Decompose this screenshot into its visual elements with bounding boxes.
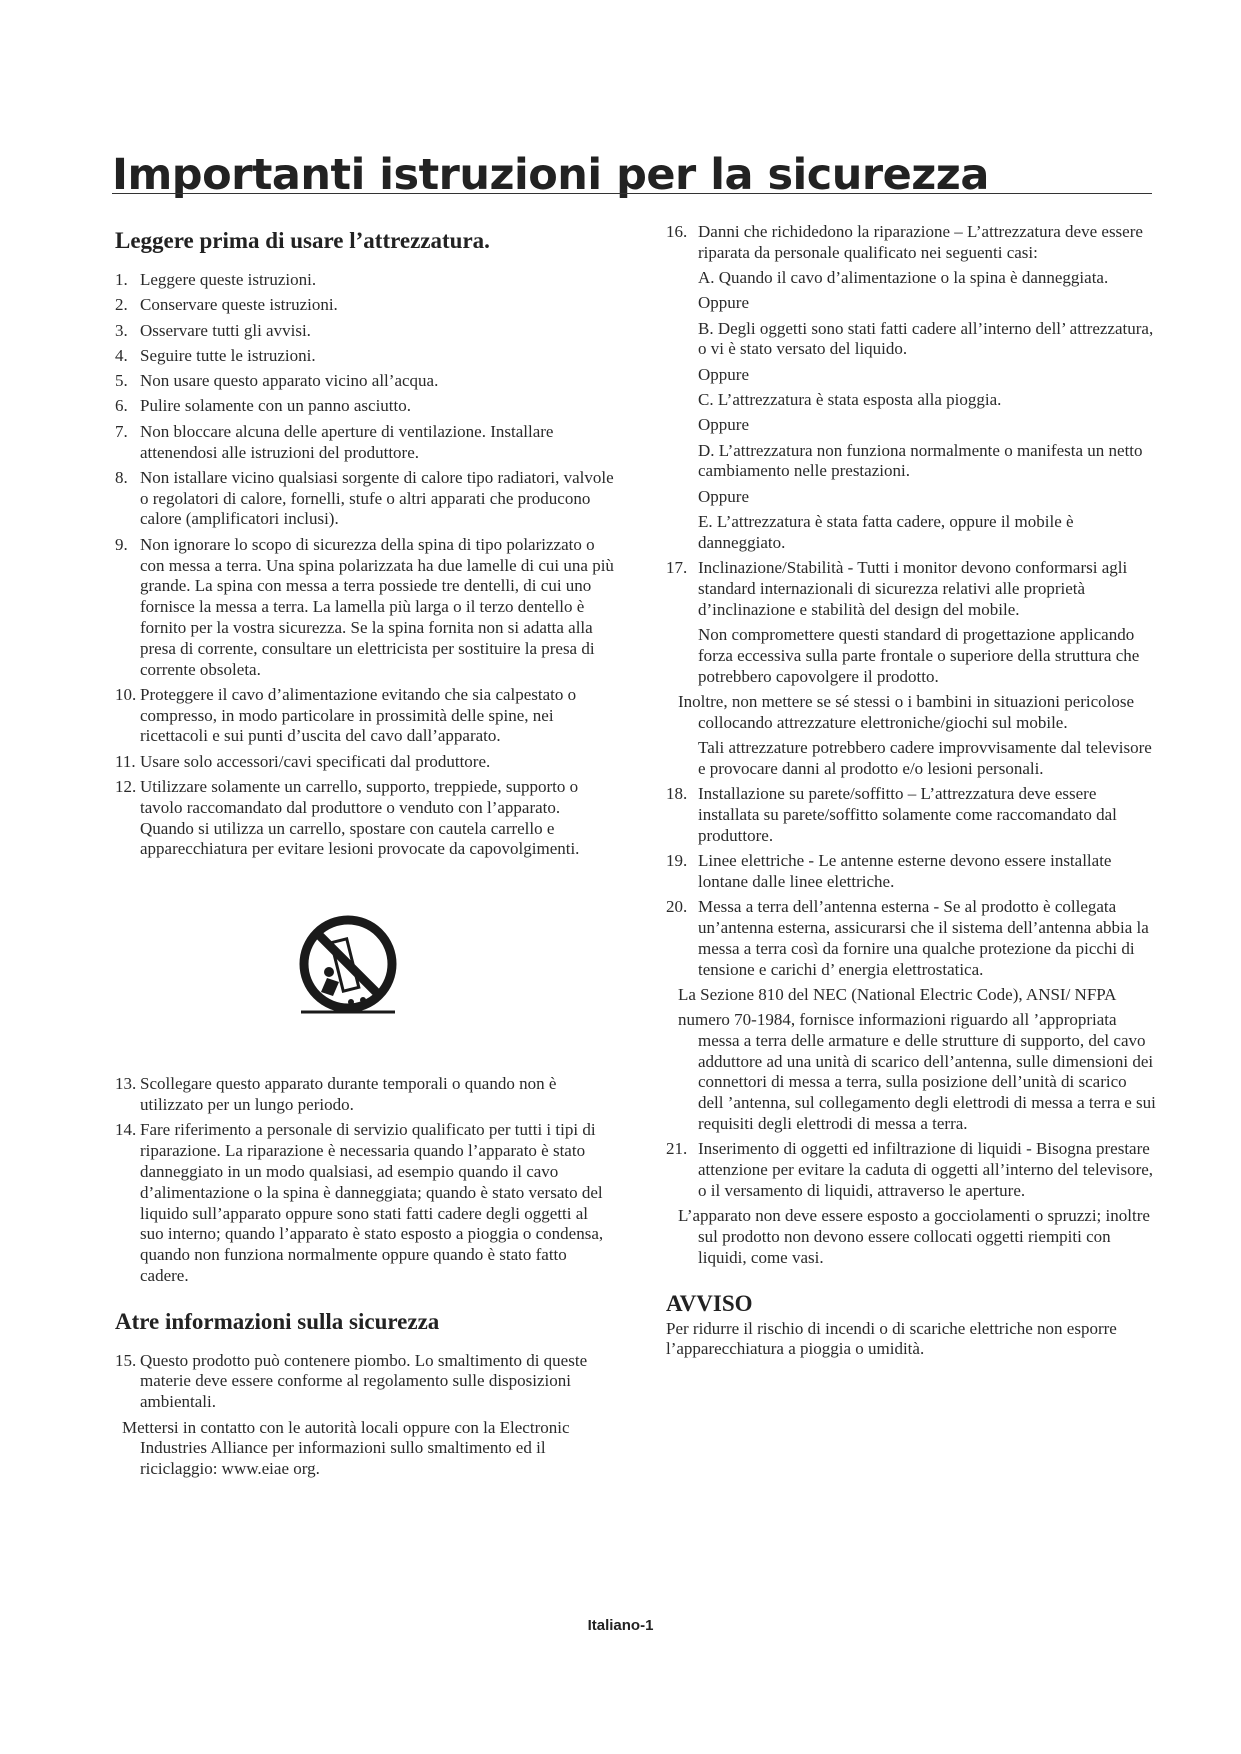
item17-continuation: Non compromettere questi standard di progettazione applicando forza eccessiva sulla parte frontale o superiore della struttura che potrebbero capovolgere il prodotto. xyxy=(698,625,1140,686)
sub-item: E. L’attrezzatura è stata fatta cadere, oppure il mobile è danneggiato. xyxy=(698,512,1074,552)
sub-item: A. Quando il cavo d’alimentazione o la spina è danneggiata. xyxy=(698,268,1109,288)
item20-paragraph-2: numero 70-1984, fornisce informazioni riguardo all ’appropriata messa a terra delle armature e delle strutture di supporto, del cavo adduttore ad una unità di scarico dell’antenna, sulle dimensioni dei connettori di messa a terra, sulla posizione dell’unità di scarico dell ’antenna, sul collegamento degli elettrodi di messa a terra e sui requisiti degli elettrodi di messa a terra. xyxy=(678,1010,1156,1134)
list-item: 19. Linee elettriche - Le antenne esterne devono essere installate lontane dalle linee elettriche. xyxy=(666,851,1112,891)
safety-list-15 xyxy=(115,1351,615,1413)
page-footer: Italiano-1 xyxy=(587,1617,654,1634)
list-item: 4. Seguire tutte le istruzioni. xyxy=(115,345,316,365)
section-heading-read-first: Leggere prima di usare l’attrezzatura. xyxy=(115,228,490,253)
safety-list-21 xyxy=(666,1139,1156,1201)
section-heading-other-info: Atre informazioni sulla sicurezza xyxy=(115,1308,440,1334)
item21-paragraph: L’apparato non deve essere esposto a gocciolamenti o spruzzi; inoltre sul prodotto non devono essere collocati oggetti riempiti con liquidi, come vasi. xyxy=(678,1206,1150,1267)
list-item: 5. Non usare questo apparato vicino all’acqua. xyxy=(115,371,439,391)
item17-paragraph: Inoltre, non mettere se sé stessi o i bambini in situazioni pericolose collocando attrezzature elettroniche/giochi sul mobile. xyxy=(678,691,1135,732)
list-item: 16. Danni che richidedono la riparazione – L’attrezzatura deve essere riparata da personale qualificato nei seguenti casi: xyxy=(666,222,1143,262)
list-item: 15. Questo prodotto può contenere piombo. Lo smaltimento di queste materie deve essere conforme al regolamento sulle disposizioni ambientali. xyxy=(115,1350,588,1412)
page-title: Importanti istruzioni per la sicurezza xyxy=(112,150,989,200)
list-item: 18. Installazione su parete/soffitto – L’attrezzatura deve essere installata su parete/soffitto solamente come raccomandato dal produttore. xyxy=(666,784,1117,845)
safety-list-17 xyxy=(666,558,1156,620)
list-item: 6. Pulire solamente con un panno asciutto. xyxy=(115,396,411,416)
safety-list-13-14 xyxy=(115,1074,615,1286)
list-item: 8. Non istallare vicino qualsiasi sorgente di calore tipo radiatori, valvole o regolatori di calore, fornelli, stufe o altri apparati che producono calore (amplificatori inclusi). xyxy=(115,467,614,529)
safety-list-1-12 xyxy=(115,270,615,860)
right-column xyxy=(666,222,1156,1360)
sub-item: Oppure xyxy=(698,364,749,384)
list-item: 14. Fare riferimento a personale di servizio qualificato per tutti i tipi di riparazione. La riparazione è necessaria quando l’apparato è stato danneggiato in un modo qualsiasi, ad esempio quando il cavo d’alimentazione o la spina è danneggiata; quando è stato versato del liquido sull’apparato oppure sono stati fatti cadere degli oggetti al suo interno; quando l’apparato è stato esposto a pioggia o condensa, quando non funziona normalmente oppure quando è stato fatto cadere. xyxy=(115,1120,604,1285)
list-item: 9. Non ignorare lo scopo di sicurezza della spina di tipo polarizzato o con messa a terra. Una spina polarizzata ha due lamelle di cui una più grande. La spina con messa a terra possiede tre dentelli, di cui uno fornisce la messa a terra. La lamella più larga o il terzo dentello è fornito per la vostra sicurezza. Se la spina fornita non si adatta alla presa di corrente, consultare un elettricista per sostituire la presa di corrente obsoleta. xyxy=(115,534,614,679)
safety-list-16 xyxy=(666,222,1156,264)
list-item: 13. Scollegare questo apparato durante temporali o quando non è utilizzato per un lungo periodo. xyxy=(115,1074,557,1115)
sub-item: Oppure xyxy=(698,293,749,313)
list-item: 21. Inserimento di oggetti ed infiltrazione di liquidi - Bisogna prestare attenzione per evitare la caduta di oggetti all’interno del televisore, o il versamento di liquidi, attraverso le aperture. xyxy=(666,1139,1154,1200)
list-item: 17. Inclinazione/Stabilità - Tutti i monitor devono conformarsi agli standard internazionali di sicurezza relativi alle proprietà d’inclinazione e stabilità del design del mobile. xyxy=(666,558,1128,619)
list-item: 2. Conservare queste istruzioni. xyxy=(115,295,338,315)
item17-continuation-2: Tali attrezzature potrebbero cadere improvvisamente dal televisore e provocare danni al prodotto e/o lesioni personali. xyxy=(698,738,1152,778)
item20-paragraph-1: La Sezione 810 del NEC (National Electric Code), ANSI/ NFPA xyxy=(678,984,1117,1004)
sub-item: C. L’attrezzatura è stata esposta alla pioggia. xyxy=(698,390,1002,410)
sub-item: Oppure xyxy=(698,415,749,435)
list-item: 3. Osservare tutti gli avvisi. xyxy=(115,320,311,340)
sub-item: Oppure xyxy=(698,486,749,506)
list-item: 7. Non bloccare alcuna delle aperture di ventilazione. Installare attenendosi alle istruzioni del produttore. xyxy=(115,421,554,462)
warning-text: Per ridurre il rischio di incendi o di scariche elettriche non esporre l’apparecchiatura a pioggia o umidità. xyxy=(666,1318,1117,1359)
cart-tip-over-warning-icon xyxy=(293,912,403,1022)
title-underline xyxy=(112,193,1152,194)
sub-item: B. Degli oggetti sono stati fatti cadere all’interno dell’ attrezzatura, o vi è stato versato del liquido. xyxy=(698,318,1154,359)
left-column xyxy=(115,222,615,1484)
safety-list-18-20 xyxy=(666,784,1156,980)
list-item: 20. Messa a terra dell’antenna esterna - Se al prodotto è collegata un’antenna esterna, assicurarsi che il sistema dell’antenna abbia la messa a terra così da fornire una qualche protezione da picchi di tensione e carichi d’ energia elettrostatica. xyxy=(666,897,1149,979)
list-item: 1. Leggere queste istruzioni. xyxy=(115,270,317,289)
list-item: 12. Utilizzare solamente un carrello, supporto, treppiede, supporto o tavolo raccomandato dal produttore o venduto con l’apparato. Quando si utilizza un carrello, spostare con cautela carrello e apparecchiatura per evitare lesioni provocate da capovolgimenti. xyxy=(115,777,580,859)
warning-heading: AVVISO xyxy=(666,1290,753,1316)
list-item: 11. Usare solo accessori/cavi specificati dal produttore. xyxy=(115,751,491,771)
item15-continuation: Mettersi in contatto con le autorità locali oppure con la Electronic Industries Alliance per informazioni sullo smaltimento ed il riciclaggio: www.eiae org. xyxy=(122,1417,570,1479)
list-item: 10. Proteggere il cavo d’alimentazione evitando che sia calpestato o compresso, in modo particolare in prossimità delle spine, nei ricettacoli e sui punti d’uscita del cavo dall’apparato. xyxy=(115,684,577,746)
sub-item: D. L’attrezzatura non funziona normalmente o manifesta un netto cambiamento nelle prestazioni. xyxy=(698,440,1143,481)
